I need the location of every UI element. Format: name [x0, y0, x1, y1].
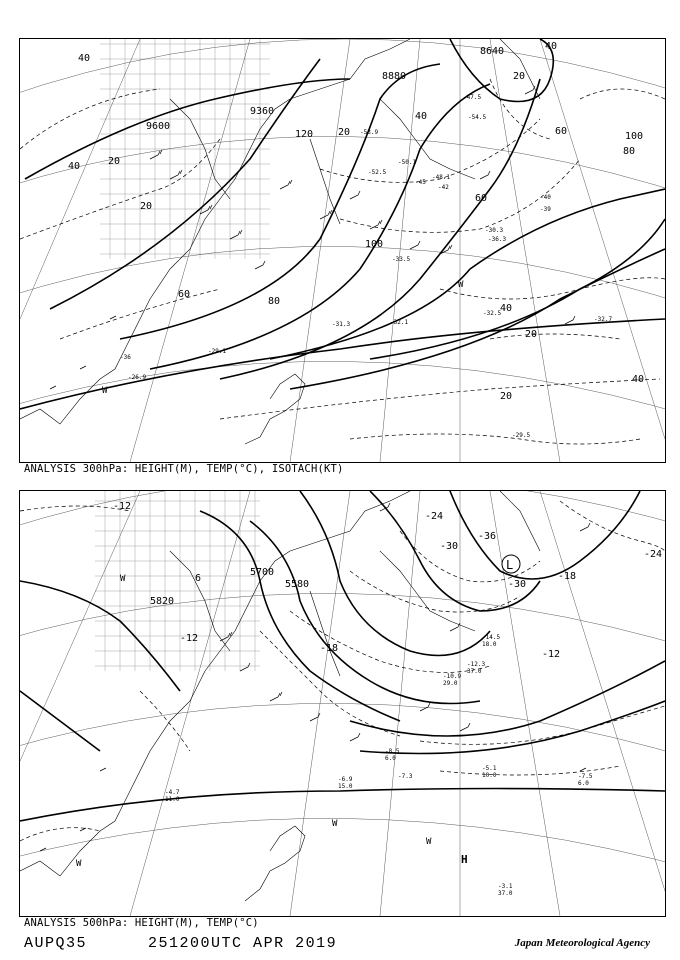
station-temp: -53.9 — [360, 129, 379, 136]
isotach-label: 120 — [295, 129, 314, 140]
isotach-label: 40 — [78, 53, 91, 64]
low-center-symbol: L — [506, 558, 514, 572]
isotach-label: 40 — [545, 41, 558, 52]
station-temp: -14.5 — [482, 634, 501, 641]
station-temp: -10.9 — [443, 673, 462, 680]
station-temp: -48.1 — [432, 174, 451, 181]
height-label: 9600 — [146, 121, 171, 132]
station-temp: -40 — [540, 194, 551, 201]
station-dewpoint: 29.0 — [443, 680, 458, 687]
high-center-symbol: H — [461, 853, 468, 866]
temp-label: -24 — [425, 511, 444, 522]
station-temp: -45 — [415, 179, 426, 186]
station-temp: -32.5 — [483, 310, 502, 317]
temp-label: -12 — [542, 649, 561, 660]
contour-labels — [113, 501, 662, 660]
isotach-label: 60 — [555, 126, 568, 137]
station-temp: -47.5 — [463, 94, 482, 101]
station-temp: -39 — [540, 206, 551, 213]
chart-300hpa — [19, 38, 666, 463]
station-dewpoint: 18.0 — [482, 641, 497, 648]
temp-label: -30 — [508, 579, 527, 590]
height-label: 8640 — [480, 46, 505, 57]
station-temp: -52.5 — [368, 169, 387, 176]
isotach-label: 20 — [338, 127, 351, 138]
station-temp: -5.1 — [482, 765, 497, 772]
isotach-label: 60 — [178, 289, 191, 300]
isotach-label: 100 — [365, 239, 384, 250]
station-temp: -54.5 — [468, 114, 487, 121]
temp-label: -24 — [644, 549, 663, 560]
station-temp: -36.3 — [488, 236, 507, 243]
isotach-label: 20 — [525, 329, 538, 340]
temp-label: -30 — [440, 541, 459, 552]
height-label: 8880 — [382, 71, 407, 82]
isotach-label: 80 — [268, 296, 281, 307]
station-dewpoint: 6.0 — [578, 780, 589, 787]
isotach-label: 60 — [475, 193, 488, 204]
chart-product-id — [24, 935, 337, 952]
wind-symbol: W — [332, 819, 338, 829]
height-label: 5820 — [150, 596, 175, 607]
temp-label: -12 — [180, 633, 199, 644]
chart-300hpa-map — [20, 39, 665, 462]
station-temp: -8.5 — [385, 748, 400, 755]
station-temp: -32.1 — [390, 319, 409, 326]
isotach-label: 20 — [140, 201, 153, 212]
temp-label: -18 — [558, 571, 577, 582]
station-temp: -6.9 — [338, 776, 353, 783]
station-dewpoint: 37.0 — [498, 890, 513, 897]
station-temp: -26.9 — [128, 374, 147, 381]
temp-label: 6 — [195, 573, 202, 584]
isotach-label: 80 — [623, 146, 636, 157]
isotach-label: 20 — [108, 156, 121, 167]
chart-500hpa-caption: ANALYSIS 500hPa: HEIGHT(M), TEMP(°C) — [24, 917, 259, 929]
grid-hatching — [100, 39, 270, 259]
station-dewpoint: 15.0 — [338, 783, 353, 790]
chart-500hpa-map — [20, 491, 665, 916]
station-dewpoint: 10.0 — [482, 772, 497, 779]
wind-symbol: W — [120, 574, 126, 584]
wind-symbol: W — [76, 859, 82, 869]
station-dewpoint: 6.0 — [385, 755, 396, 762]
temp-label: -18 — [320, 643, 339, 654]
station-temp: -36 — [120, 354, 131, 361]
weather-symbols — [76, 574, 432, 869]
station-temp: -42 — [438, 184, 449, 191]
wind-symbol: W — [426, 837, 432, 847]
station-temp: -3.1 — [498, 883, 513, 890]
graticule — [20, 491, 665, 916]
isotach-label: 20 — [513, 71, 526, 82]
height-label: 5580 — [285, 579, 310, 590]
product-code: AUPQ35 — [24, 935, 88, 952]
station-temp: -29.5 — [512, 432, 531, 439]
wind-symbol: W — [102, 386, 108, 396]
wind-symbol: W — [458, 280, 464, 290]
height-label: 5700 — [250, 567, 275, 578]
isotach-label: 40 — [415, 111, 428, 122]
station-data — [165, 634, 593, 897]
weather-symbols — [102, 280, 464, 396]
height-label: 9360 — [250, 106, 275, 117]
station-temp: -29.1 — [208, 348, 227, 355]
graticule — [20, 39, 665, 462]
isotach-label: 40 — [632, 374, 645, 385]
station-temp: -31.3 — [332, 321, 351, 328]
chart-300hpa-caption: ANALYSIS 300hPa: HEIGHT(M), TEMP(°C), ISOTACH(KT) — [24, 463, 344, 475]
station-temp: -7.5 — [578, 773, 593, 780]
station-temp: -30.3 — [485, 227, 504, 234]
height-contours — [20, 491, 665, 821]
isotach-label: 100 — [625, 131, 644, 142]
isotach-label: 20 — [500, 391, 513, 402]
station-temp: -12.3 — [467, 661, 486, 668]
isotach-label: 40 — [500, 303, 513, 314]
station-dewpoint: 37.0 — [467, 668, 482, 675]
temp-label: -36 — [478, 531, 497, 542]
temp-label: -12 — [113, 501, 132, 512]
chart-500hpa — [19, 490, 666, 917]
agency-name: Japan Meteorological Agency — [514, 937, 650, 949]
isotach-label: 40 — [68, 161, 81, 172]
temperature-isotherms — [20, 501, 665, 841]
station-dewpoint: 11.0 — [165, 796, 180, 803]
station-temp: -4.7 — [165, 789, 180, 796]
station-temp: -32.7 — [594, 316, 613, 323]
station-temp: -33.5 — [392, 256, 411, 263]
station-temp: -7.3 — [398, 773, 413, 780]
valid-time: 251200UTC APR 2019 — [148, 935, 338, 952]
station-temp: -50.1 — [398, 159, 417, 166]
